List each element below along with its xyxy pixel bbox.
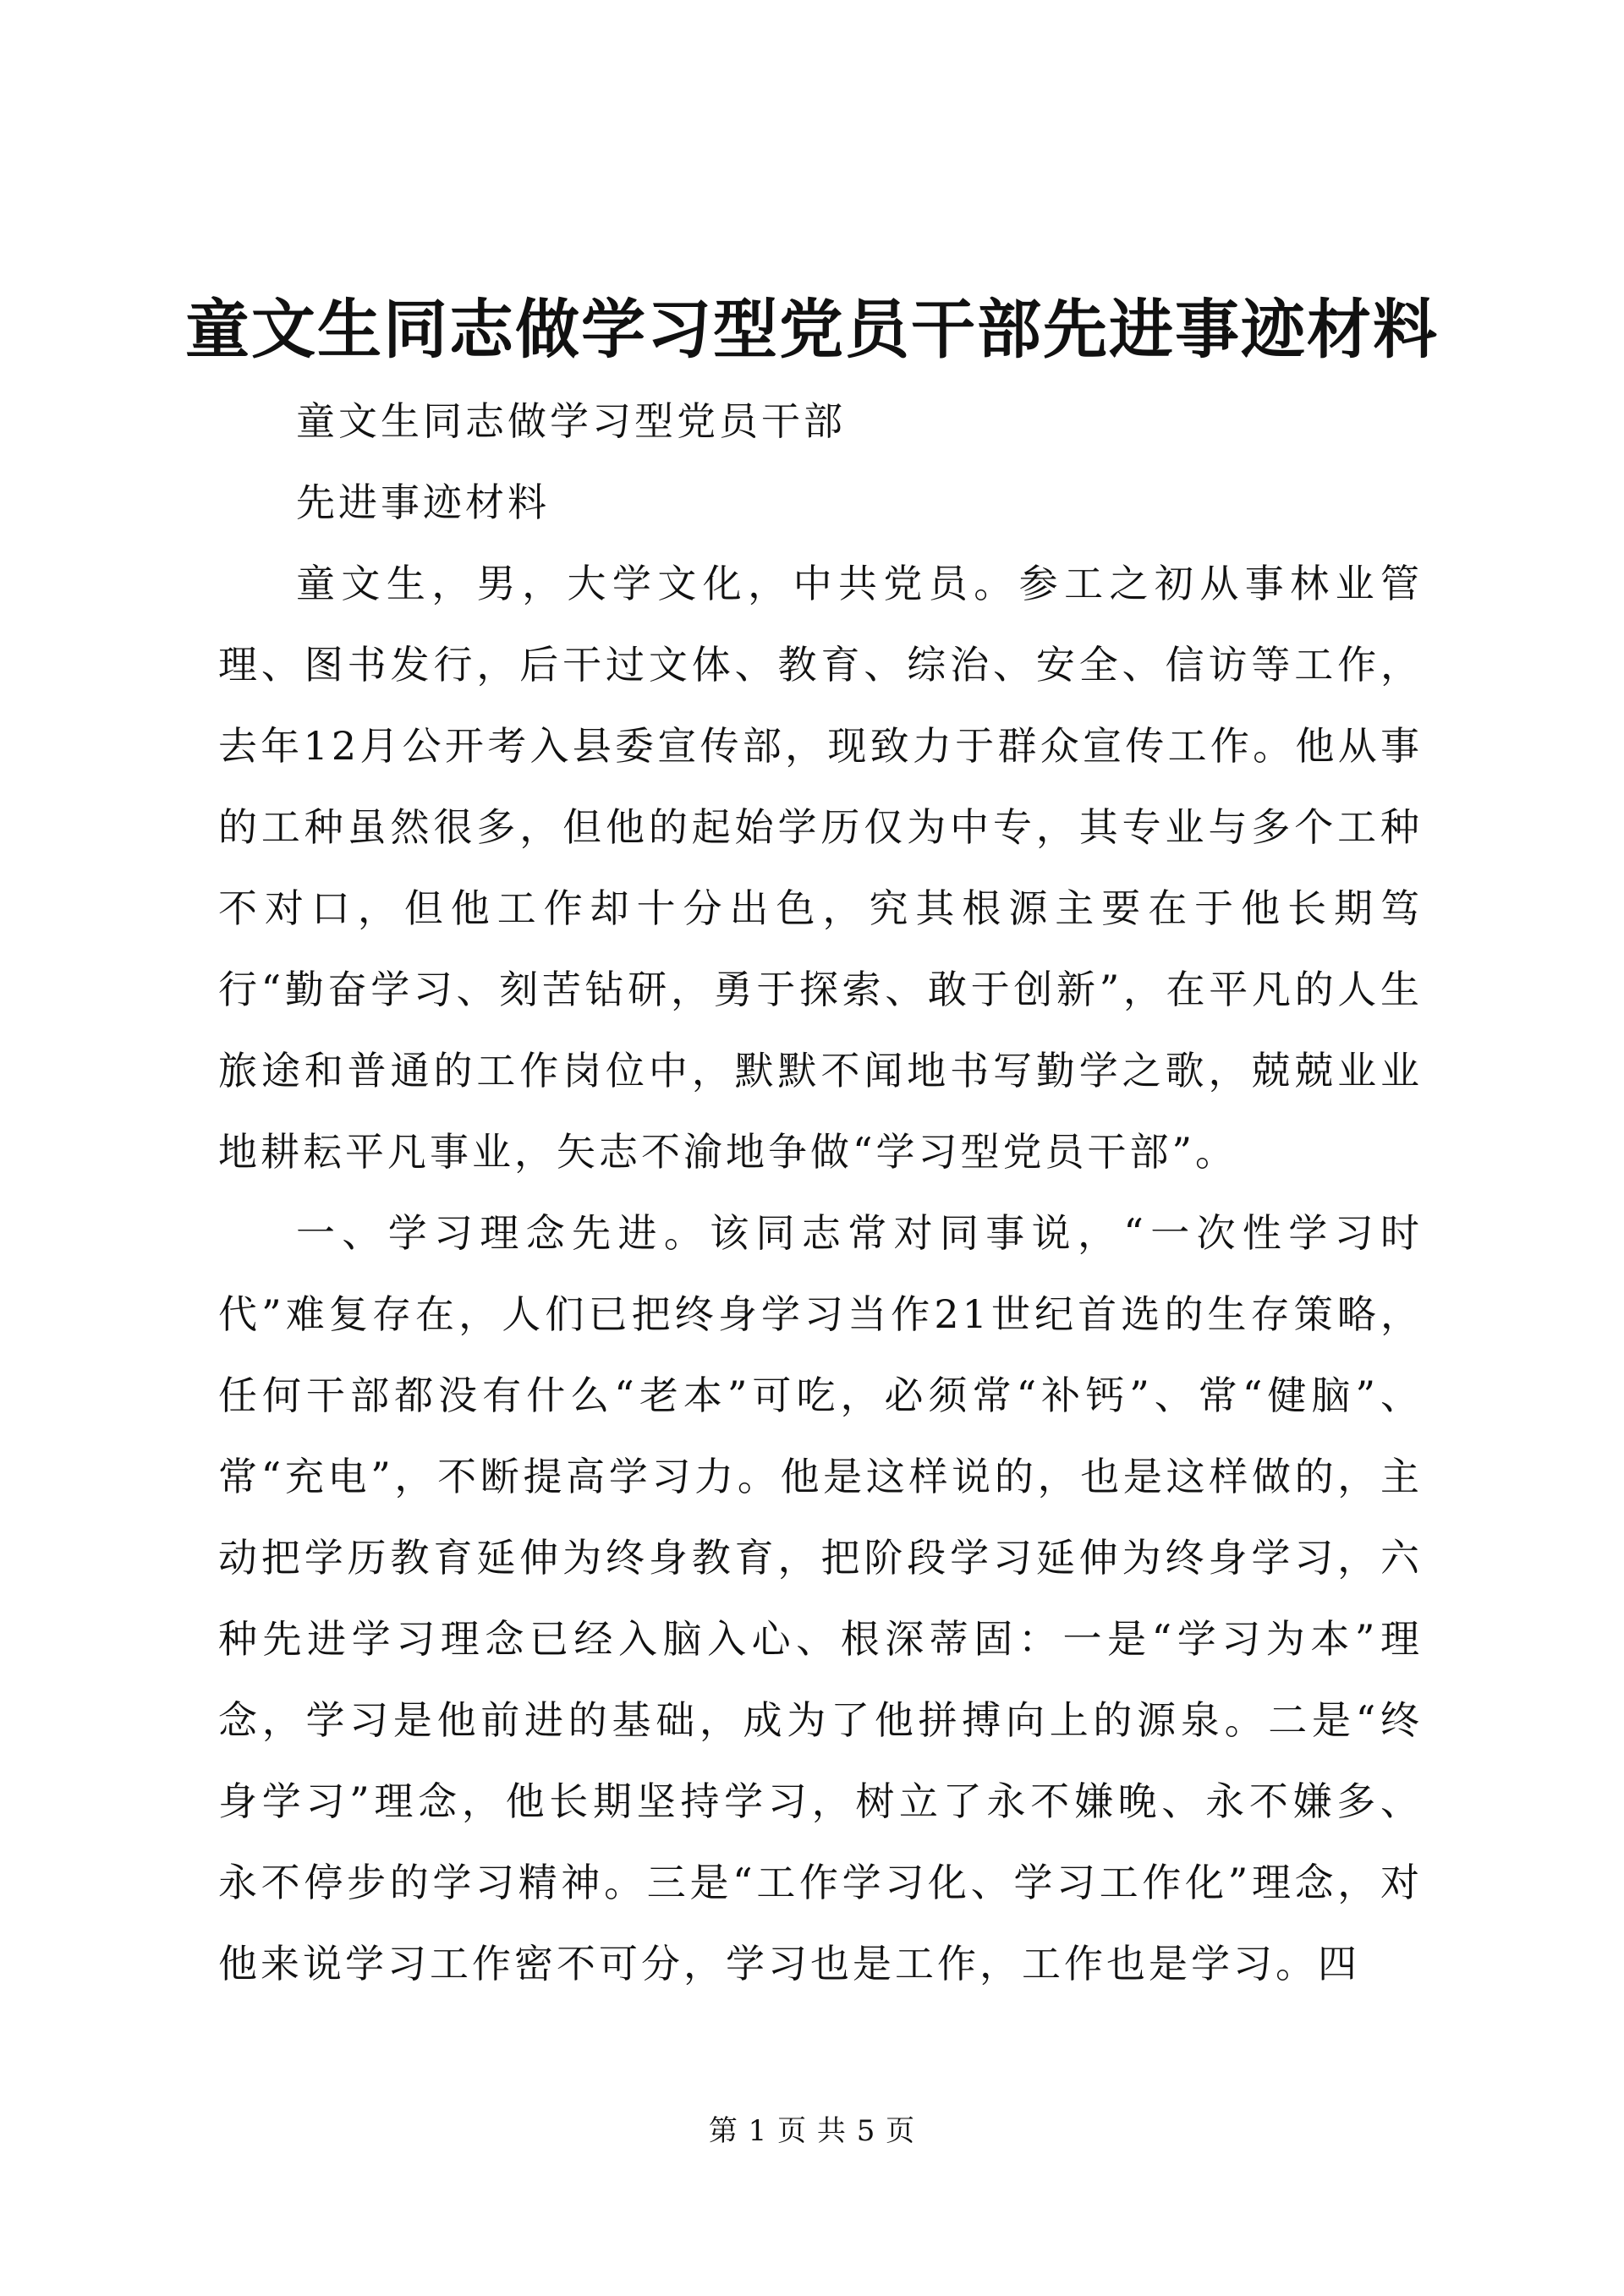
paragraph-section-1: 一、学习理念先进。该同志常对同事说，“一次性学习时代”难复存在，人们已把终身学习当作21世纪首选的生存策略，任何干部都没有什么“老本”可吃，必须常“补钙”、常“健脑”、常“充电”，不断提高学习力。他是这样说的，也是这样做的，主动把学历教育延伸为终身教育，把阶段学习延伸为终身学习，六种先进学习理念已经入脑入心、根深蒂固：一是“学习为本”理念，学习是他前进的基础，成为了他拼搏向上的源泉。二是“终身学习”理念，他长期坚持学习，树立了永不嫌晚、永不嫌多、永不停步的学习精神。三是“工作学习化、学习工作化”理念，对他来说学习工作密不可分，学习也是工作，工作也是学习。四 [218,1210,1423,1986]
subtitle-line-2: 先进事迹材料 [296,479,550,525]
subtitle-line-1: 童文生同志做学习型党员干部 [296,398,846,444]
document-body [218,381,1423,2004]
document-title: 童文生同志做学习型党员干部先进事迹材料 [185,292,1439,367]
page-footer: 第 1 页 共 5 页 [708,2114,916,2148]
paragraph-intro: 童文生，男，大学文化，中共党员。参工之初从事林业管理、图书发行，后干过文体、教育、综治、安全、信访等工作，去年12月公开考入县委宣传部，现致力于群众宣传工作。他从事的工种虽然很多，但他的起始学历仅为中专，其专业与多个工种不对口，但他工作却十分出色，究其根源主要在于他长期笃行“勤奋学习、刻苦钻研，勇于探索、敢于创新”，在平凡的人生旅途和普通的工作岗位中，默默不闻地书写勤学之歌，兢兢业业地耕耘平凡事业，矢志不渝地争做“学习型党员干部”。 [218,561,1423,1175]
